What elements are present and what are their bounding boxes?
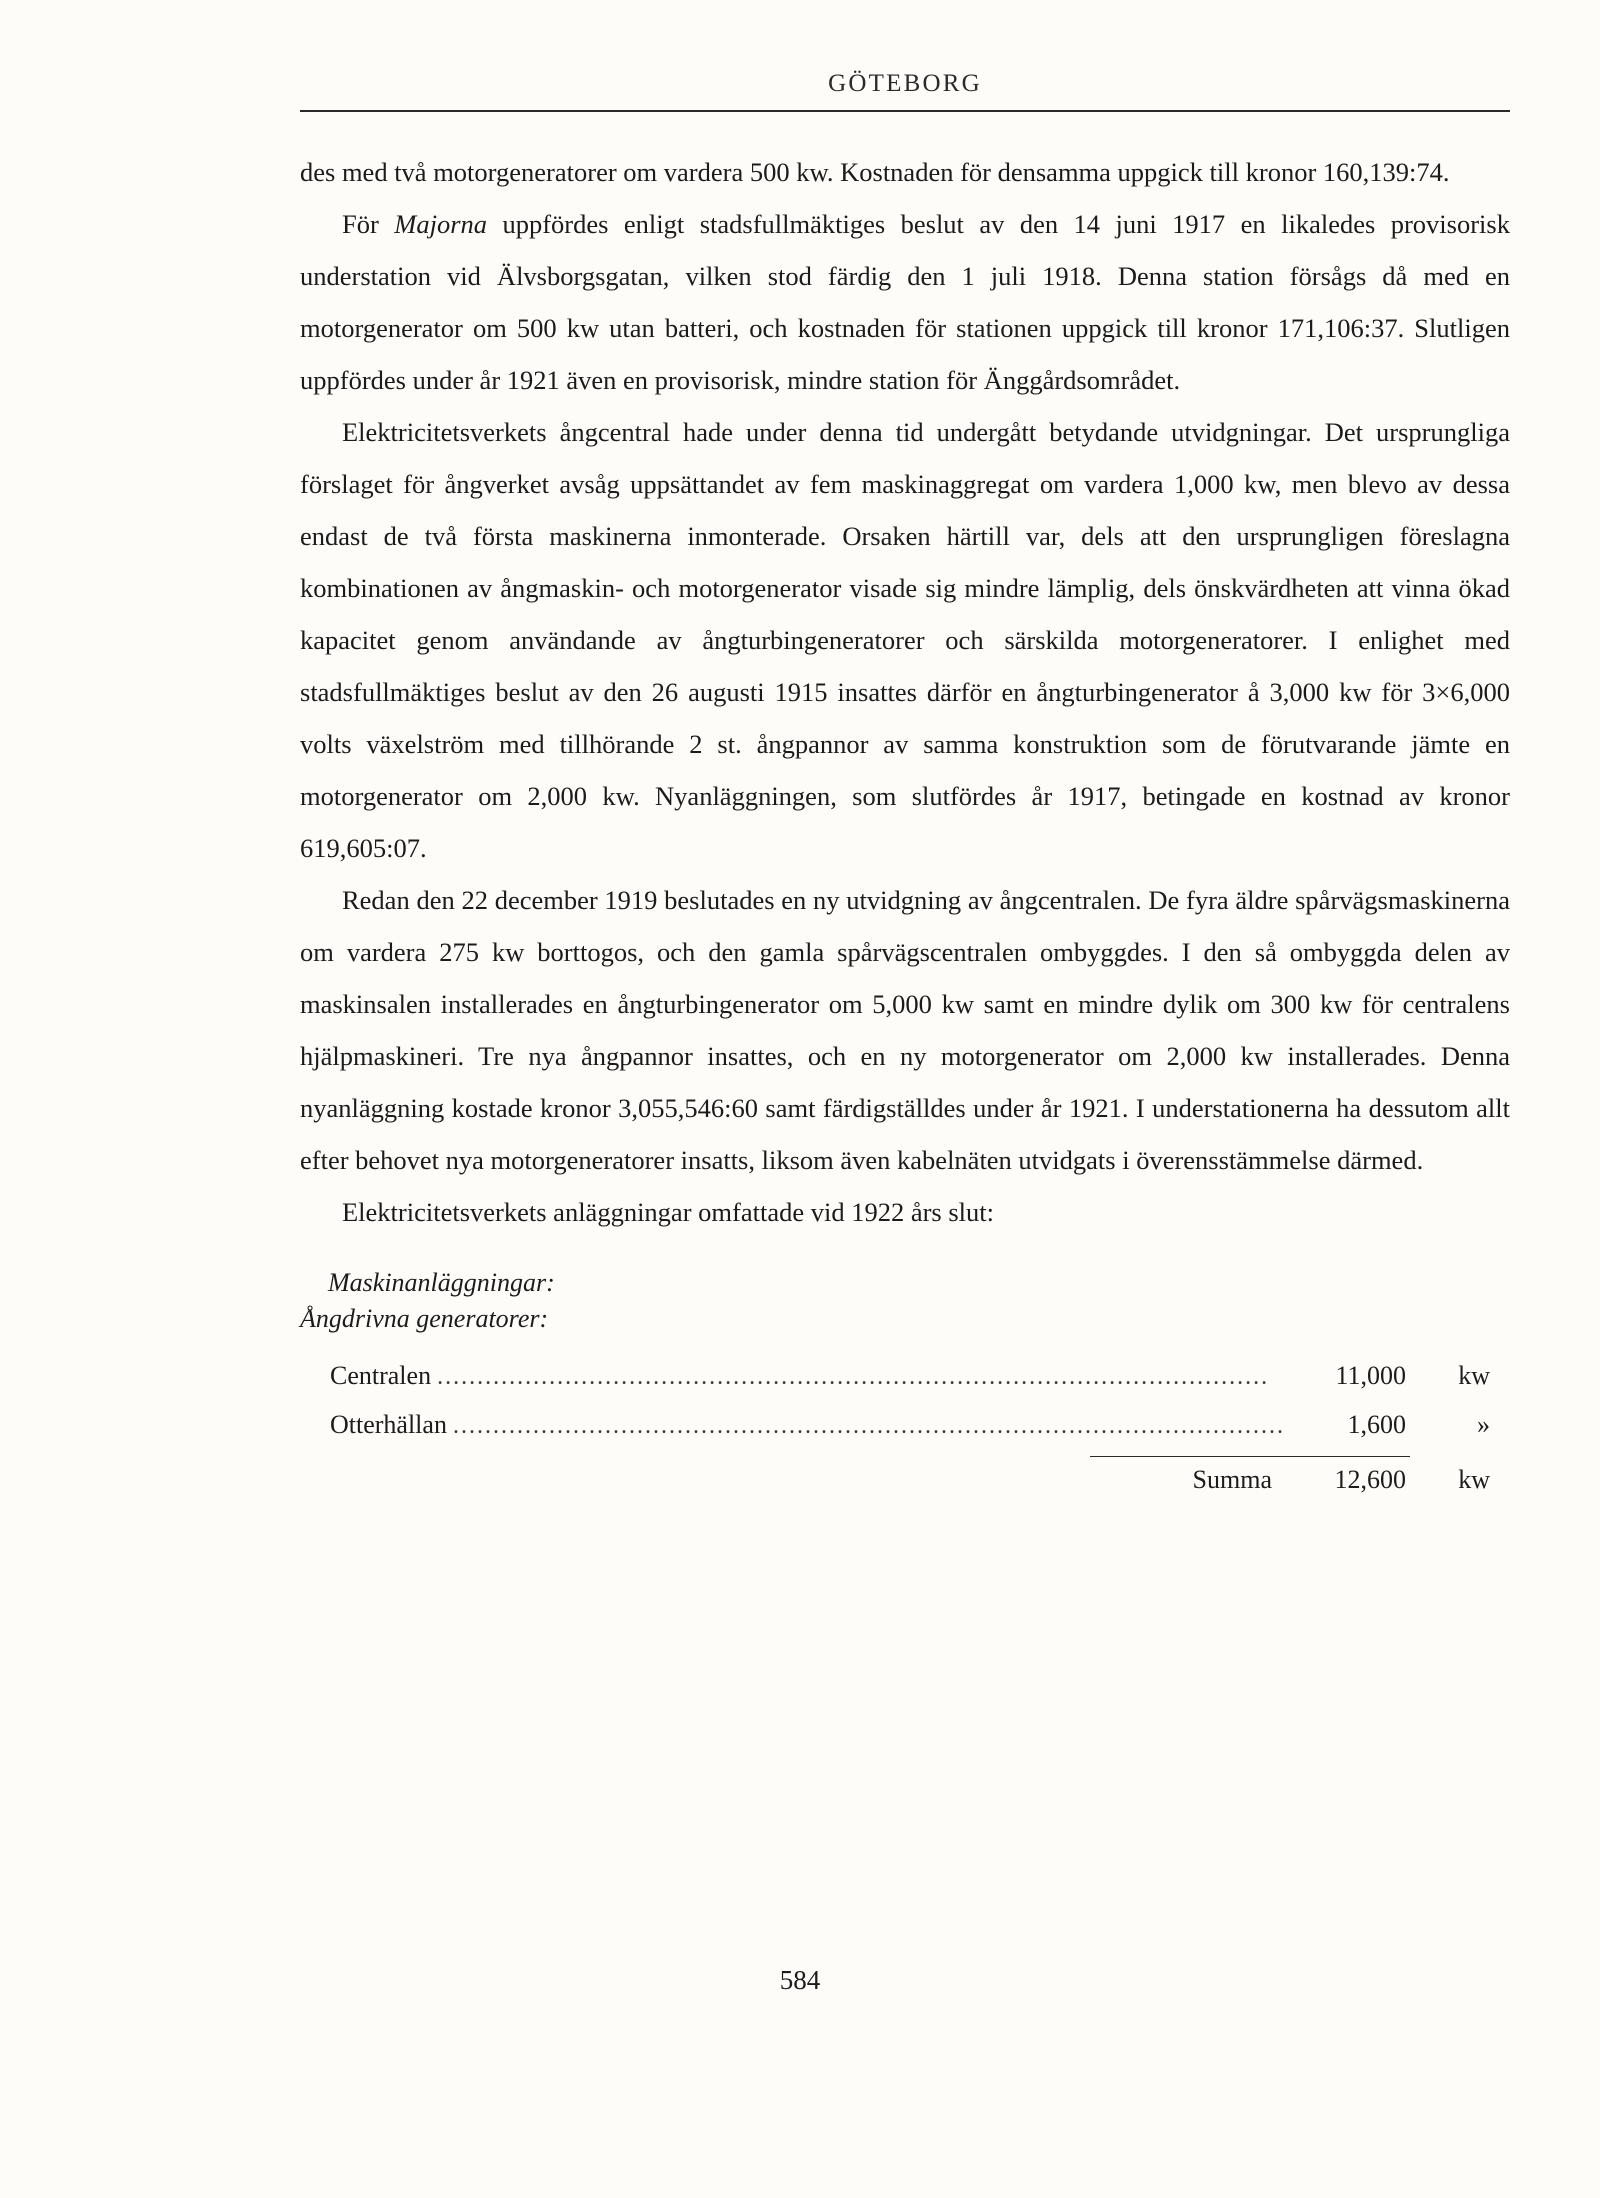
summary-unit: kw (1458, 1465, 1490, 1494)
paragraph: Elektricitetsverkets ångcentral hade under denna tid undergått betydande utvidgningar. Det ursprungliga förslaget för ångverket avsåg uppsättandet av fem maskinaggregat om vardera 1,000 kw, men blevo av dessa endast de två första maskinerna inmonterade. Orsaken härtill var, dels att den ursprungligen föreslagna kombinationen av ångmaskin- och motorgenerator visade sig mindre lämplig, dels önskvärdheten att vinna ökad kapacitet genom användande av ångturbingeneratorer och särskilda motorgeneratorer. I enlighet med stadsfullmäktiges beslut av den 26 augusti 1915 insattes därför en ångturbingenerator å 3,000 kw för 3×6,000 volts växelström med tillhörande 2 st. ångpannor av samma konstruktion som de förutvarande jämte en motorgenerator om 2,000 kw. Nyanläggningen, som slutfördes år 1917, betingade en kostnad av kronor 619,605:07. (300, 417, 1510, 863)
summary-rule (1090, 1456, 1410, 1457)
row-unit: » (1477, 1410, 1490, 1439)
list-subtitle: Ångdrivna generatorer: (300, 1304, 549, 1333)
table-row (330, 1352, 1490, 1401)
row-value: 11,000 (1335, 1361, 1406, 1390)
row-unit: kw (1458, 1361, 1490, 1390)
emphasis-text: Majorna (394, 209, 488, 239)
summary-row (330, 1465, 1490, 1495)
summary-value: 12,600 (1334, 1465, 1406, 1494)
leader-dots: ........................................................................................................ (452, 1413, 1285, 1439)
paragraph: För Majorna uppfördes enligt stadsfullmäktiges beslut av den 14 juni 1917 en likaledes provisorisk understation vid Älvsborgsgatan, vilken stod färdig den 1 juli 1918. Denna station försågs då med en motorgenerator om 500 kw utan batteri, och kostnaden för stationen uppgick till kronor 171,106:37. Slutligen uppfördes under år 1921 även en provisorisk, mindre station för Änggårdsområdet. (300, 209, 1510, 395)
paragraph: Redan den 22 december 1919 beslutades en ny utvidgning av ångcentralen. De fyra äldre spårvägsmaskinerna om vardera 275 kw borttogos, och den gamla spårvägscentralen ombyggdes. I den så ombyggda delen av maskinsalen installerades en ångturbingenerator om 5,000 kw samt en mindre dylik om 300 kw för centralens hjälpmaskineri. Tre nya ångpannor insattes, och en ny motorgenerator om 2,000 kw installerades. Denna nyanläggning kostade kronor 3,055,546:60 samt färdigställdes under år 1921. I understationerna ha dessutom allt efter behovet nya motorgeneratorer insatts, liksom även kabelnäten utvidgats i överensstämmelse därmed. (300, 885, 1510, 1175)
page-content (300, 70, 1510, 1495)
row-value: 1,600 (1347, 1410, 1406, 1439)
row-name: Centralen (330, 1361, 432, 1390)
list-title: Maskinanläggningar: (328, 1268, 555, 1297)
running-header: GÖTEBORG (828, 70, 982, 97)
table-row (330, 1401, 1490, 1450)
row-name: Otterhällan (330, 1410, 447, 1439)
page-number: 584 (779, 1965, 821, 1995)
header-rule (300, 110, 1510, 112)
generator-table (330, 1352, 1490, 1450)
summary-label: Summa (1192, 1465, 1272, 1494)
body-text (300, 146, 1510, 1238)
paragraph: des med två motorgeneratorer om vardera 500 kw. Kostnaden för densamma uppgick till kronor 160,139:74. (300, 157, 1450, 187)
leader-dots: ........................................................................................................ (437, 1364, 1270, 1390)
paragraph: Elektricitetsverkets anläggningar omfattade vid 1922 års slut: (342, 1197, 995, 1227)
